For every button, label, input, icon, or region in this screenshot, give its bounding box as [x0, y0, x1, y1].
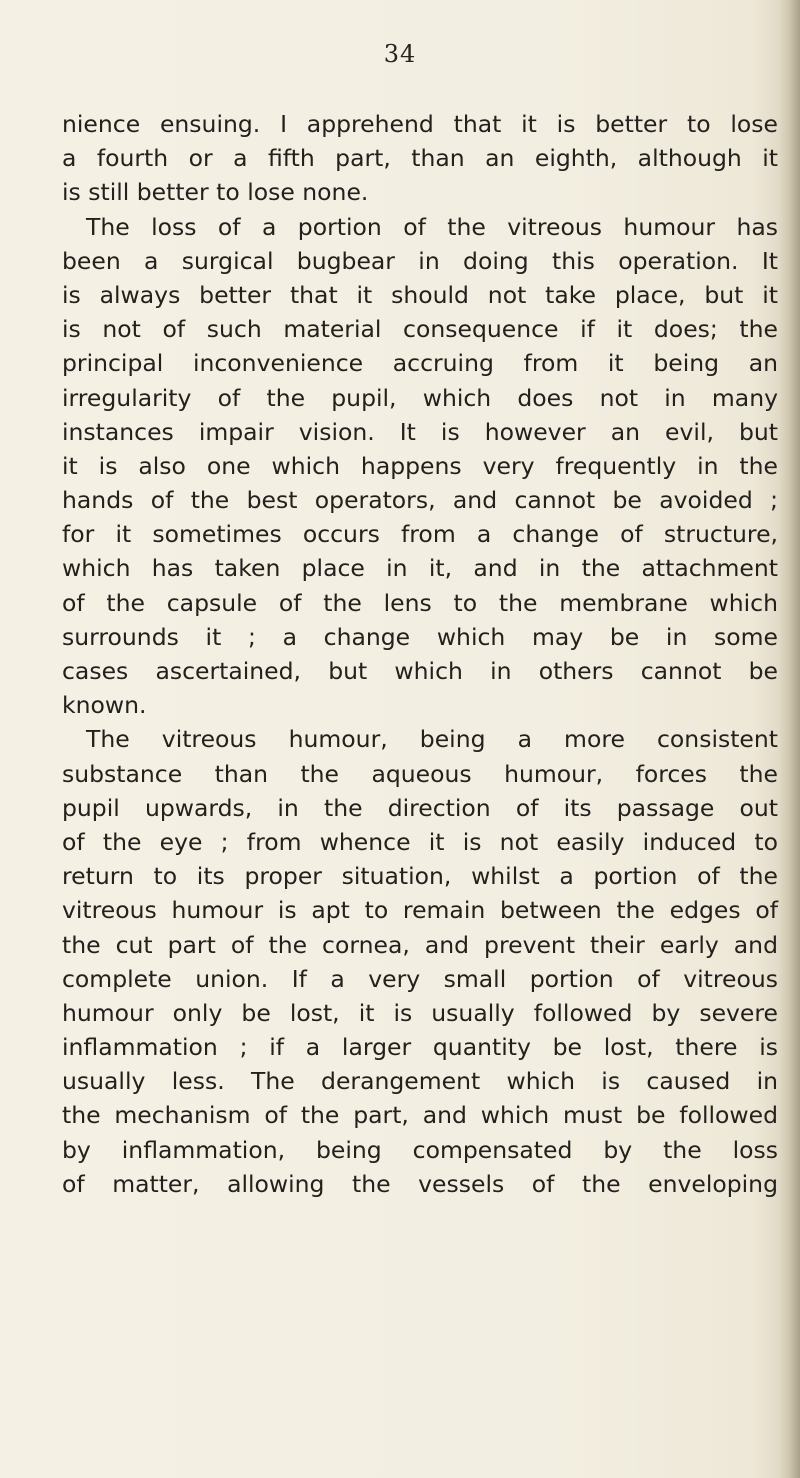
- text-line: a fourth or a fifth part, than an eighth, although it: [62, 144, 778, 173]
- text-line: hands of the best operators, and cannot be avoided ;: [62, 486, 778, 515]
- text-line: cases ascertained, but which in others cannot be: [62, 657, 778, 685]
- text-line: The vitreous humour, being a more consistent: [86, 725, 778, 754]
- text-line: of matter, allowing the vessels of the enveloping: [62, 1169, 778, 1198]
- page-number: 34: [383, 40, 417, 68]
- text-line: of the eye ; from whence it is not easily induced to: [62, 827, 778, 856]
- text-line: is not of such material consequence if it does; the: [62, 315, 778, 344]
- text-line: vitreous humour is apt to remain between the edges of: [62, 896, 778, 925]
- text-line: substance than the aqueous humour, forces the: [62, 759, 778, 788]
- text-line: which has taken place in it, and in the attachment: [62, 554, 778, 583]
- text-line: is always better that it should not take place, but it: [62, 280, 778, 309]
- text-line: humour only be lost, it is usually followed by severe: [62, 998, 778, 1027]
- text-line: is still better to lose none.: [62, 178, 369, 207]
- text-line: known.: [62, 691, 147, 720]
- text-line: of the capsule of the lens to the membrane which: [62, 588, 778, 617]
- text-line: irregularity of the pupil, which does not in many: [62, 383, 778, 412]
- text-line: principal inconvenience accruing from it being an: [62, 349, 778, 378]
- text-line: it is also one which happens very frequently in the: [62, 451, 778, 480]
- text-line: the mechanism of the part, and which must be followed: [62, 1101, 778, 1130]
- text-line: The loss of a portion of the vitreous humour has: [86, 212, 778, 241]
- text-line: surrounds it ; a change which may be in some: [62, 622, 778, 651]
- text-line: instances impair vision. It is however an evil, but: [62, 417, 778, 446]
- text-line: nience ensuing. I apprehend that it is better to lose: [62, 110, 778, 138]
- text-line: been a surgical bugbear in doing this operation. It: [62, 246, 778, 275]
- text-line: usually less. The derangement which is caused in: [62, 1067, 778, 1096]
- text-line: inflammation ; if a larger quantity be lost, there is: [62, 1033, 778, 1062]
- text-line: complete union. If a very small portion of vitreous: [62, 964, 778, 993]
- text-line: pupil upwards, in the direction of its passage out: [62, 793, 778, 822]
- text-line: return to its proper situation, whilst a portion of the: [62, 862, 778, 891]
- text-line: the cut part of the cornea, and prevent their early and: [62, 930, 778, 959]
- page-gutter-shadow: [778, 0, 800, 1478]
- text-line: by inflammation, being compensated by the loss: [62, 1135, 778, 1164]
- text-line: for it sometimes occurs from a change of structure,: [62, 520, 778, 549]
- body-text: [62, 107, 778, 1201]
